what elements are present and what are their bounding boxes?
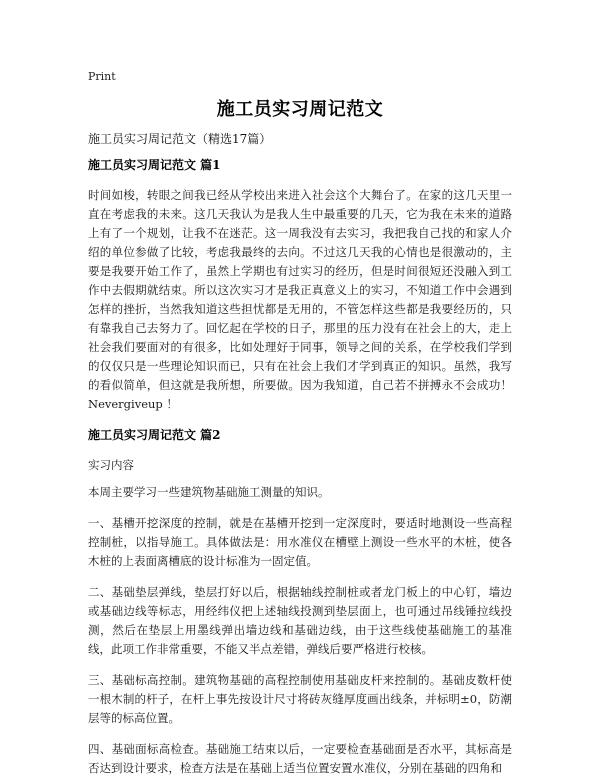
document-title: 施工员实习周记范文	[216, 99, 384, 120]
paragraph: 四、基础面标高检查。基础施工结束以后，一定要检查基础面是否水平，其标高是否达到设计要求，检查方法是在基础上适当位置安置水准仪，分别在基础的四角和	[88, 742, 512, 775]
print-label[interactable]: Print	[88, 70, 116, 83]
paragraph: 一、基槽开挖深度的控制，就是在基槽开挖到一定深度时，要适时地测设一些高程控制桩，以指导施工。具体做法是：用水准仪在槽壁上测设一些水平的木桩，使各木桩的上表面离槽底的设计标准为一固定值。	[88, 516, 512, 568]
paragraph: 三、基础标高控制。建筑物基础的高程控制使用基础皮杆来控制的。基础皮数杆使一根木制的杆子，在杆上事先按设计尺寸将砖灰缝厚度画出线条，并标明±0，防潮层等的标高位置。	[88, 673, 512, 725]
paragraph: 时间如梭，转眼之间我已经从学校出来进入社会这个大舞台了。在家的这几天里一直在考虑我的未来。这几天我认为是我人生中最重要的几天，它为我在未来的道路上有了一个规划，让我不在迷茫。这一周我没有去实习，我把我自己找的和家人介绍的单位参做了比较，考虑我最终的去向。不过这几天我的心情也是很激动的，主要是我要开始工作了，虽然上学期也有过实习的经历，但是时间很短还没融入到工作中去假期就结束。所以这次实习才是我正真意义上的实习，不知道工作中会遇到怎样的挫折，当然我知道这些担忧都是无用的，不管怎样这些都是我要经历的，只有靠我自己去努力了。回忆起在学校的日子，那里的压力没有在社会上的大，走上社会我们要面对的有很多，比如处理好于同事，领导之间的关系，在学校我们学到的仅仅只是一些理论知识而已，只有在社会上我们才学到真正的知识。虽然，我写的看似简单，但这就是我所想，所要做。因为我知道，自己若不拼搏永不会成功！Nevergiveup ！	[88, 188, 512, 411]
section-2	[88, 426, 512, 778]
paragraph: 本周主要学习一些建筑物基础施工测量的知识。	[88, 485, 330, 499]
document-subtitle: 施工员实习周记范文（精选17篇）	[88, 132, 272, 146]
section-heading: 施工员实习周记范文 篇1	[88, 158, 221, 172]
paragraph: 二、基础垫层弹线，垫层打好以后，根据轴线控制桩或者龙门板上的中心钉，墙边或基础边线等标志，用经纬仪把上述轴线投测到垫层面上，也可通过吊线锤拉线投测，然后在垫层上用墨线弹出墙边线和基础边线，由于这些线使基础施工的基准线，此项工作非常重要，不能又半点差错，弹线后要严格进行校核。	[88, 585, 512, 656]
section-1	[88, 156, 512, 414]
section-heading: 施工员实习周记范文 篇2	[88, 428, 221, 442]
paragraph: 实习内容	[88, 458, 134, 472]
